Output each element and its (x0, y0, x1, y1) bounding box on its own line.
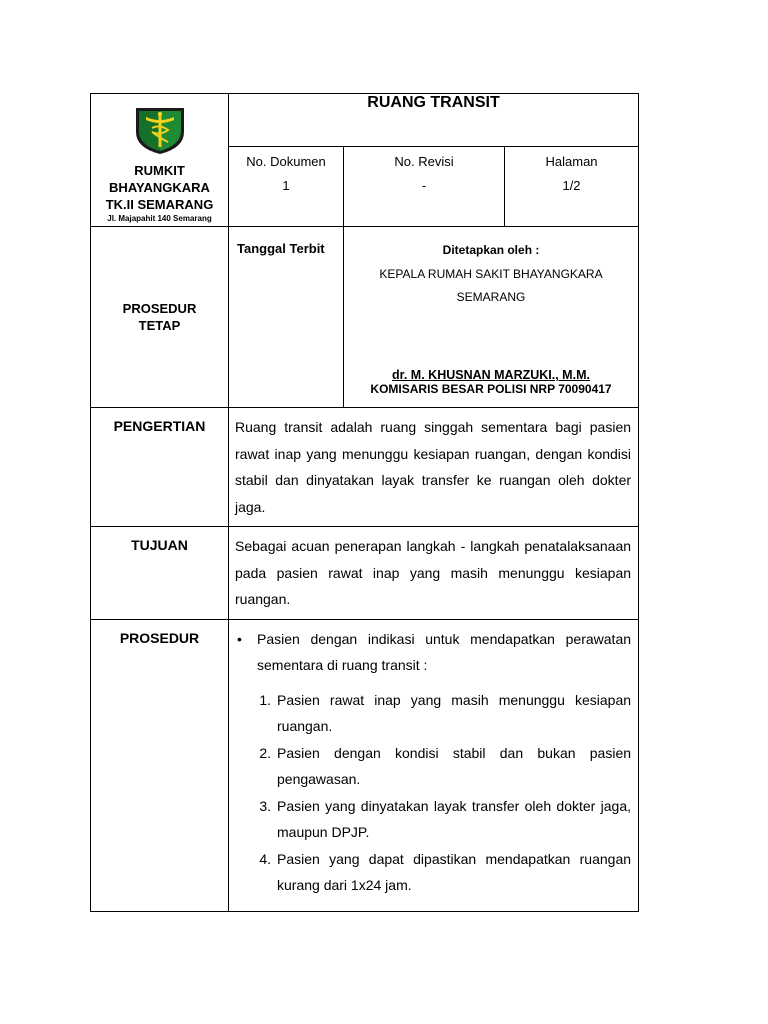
list-item-text: Pasien yang dapat dipastikan mendapatkan ruangan kurang dari 1x24 jam. (277, 850, 632, 893)
definition-label: PENGERTIAN (91, 408, 229, 527)
hospital-head-line-1: KEPALA RUMAH SAKIT BHAYANGKARA (379, 267, 603, 281)
list-item (235, 846, 631, 899)
hospital-identity-cell (91, 94, 229, 227)
list-item-text: Pasien yang dinyatakan layak transfer oleh dokter jaga, maupun DPJP. (277, 797, 632, 840)
procedure-label: PROSEDUR (91, 619, 229, 911)
purpose-text: Sebagai acuan penerapan langkah - langkah penatalaksanaan pada pasien rawat inap yang masih menunggu kesiapan ruangan. (229, 527, 639, 620)
hospital-name-line-2: BHAYANGKARA (109, 180, 210, 195)
list-item (235, 687, 631, 740)
hospital-name-line-1: RUMKIT (134, 163, 185, 178)
list-item-number: 3. (259, 797, 271, 814)
sop-document-table (90, 93, 639, 912)
issue-date-label: Tanggal Terbit (229, 227, 344, 408)
signatory-name: dr. M. KHUSNAN MARZUKI., M.M. (392, 368, 590, 382)
bullet-marker: • (237, 630, 242, 647)
hospital-name-line-3: TK.II SEMARANG (105, 197, 214, 212)
procedure-content (229, 619, 639, 911)
hospital-logo (132, 104, 188, 156)
list-item-number: 1. (259, 691, 271, 708)
revision-number-cell (344, 147, 505, 227)
revision-number-label: No. Revisi (394, 154, 454, 170)
procedure-criteria-list (235, 687, 631, 899)
signatory-rank: KOMISARIS BESAR POLISI NRP 70090417 (370, 382, 612, 396)
procedure-bullet (235, 626, 631, 679)
revision-number-value: - (421, 178, 427, 194)
set-by-label: Ditetapkan oleh : (442, 243, 540, 257)
document-number-label: No. Dokumen (246, 154, 326, 170)
purpose-label: TUJUAN (91, 527, 229, 620)
list-item-text: Pasien dengan kondisi stabil dan bukan pasien pengawasan. (277, 744, 632, 787)
list-item (235, 793, 631, 846)
procedure-type-line-2: TETAP (138, 318, 181, 333)
list-item-number: 4. (259, 850, 271, 867)
list-item (235, 740, 631, 793)
document-number-value: 1 (282, 178, 290, 194)
hospital-head-line-2: SEMARANG (456, 290, 526, 304)
procedure-bullet-text: Pasien dengan indikasi untuk mendapatkan perawatan sementara di ruang transit : (257, 630, 632, 673)
list-item-number: 2. (259, 744, 271, 761)
procedure-type-line-1: PROSEDUR (122, 301, 197, 316)
procedure-type-cell (91, 227, 229, 408)
list-item-text: Pasien rawat inap yang masih menunggu kesiapan ruangan. (277, 691, 632, 734)
page-number-label: Halaman (545, 154, 598, 170)
shield-logo-icon (132, 104, 188, 156)
definition-text: Ruang transit adalah ruang singgah sementara bagi pasien rawat inap yang menunggu kesiapan ruangan, dengan kondisi stabil dan dinyatakan layak transfer ke ruangan oleh dokter jaga. (229, 408, 639, 527)
page-number-value: 1/2 (562, 178, 581, 194)
document-number-cell (229, 147, 344, 227)
document-title: RUANG TRANSIT (229, 94, 639, 147)
approval-cell (344, 227, 639, 408)
page-number-cell (505, 147, 639, 227)
hospital-address: Jl. Majapahit 140 Semarang (107, 214, 212, 223)
